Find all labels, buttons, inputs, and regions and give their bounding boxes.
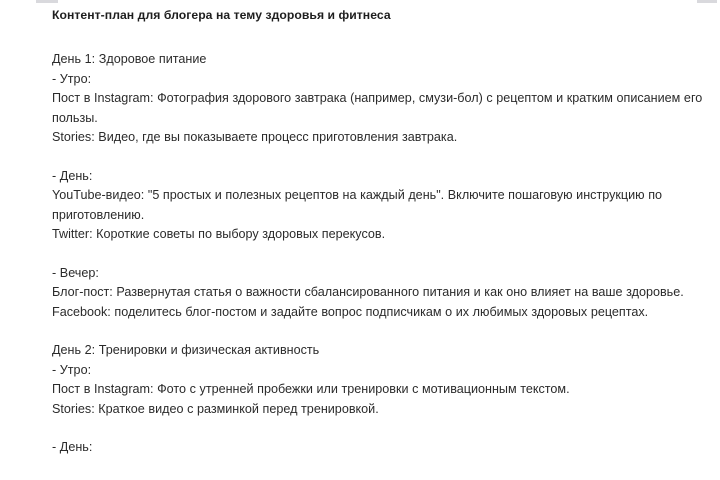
text-line: День 1: Здоровое питание [52, 52, 207, 67]
text-line: Блог-пост: Развернутая статья о важности сбалансированного питания и как оно влияет на ваше здоровье. [52, 285, 684, 300]
text-line: Пост в Instagram: Фото с утренней пробежки или тренировки с мотивационным текстом. [52, 382, 570, 397]
text-line: YouTube-видео: "5 простых и полезных рецептов на каждый день". Включите пошаговую инструкцию по приготовлению. [52, 188, 663, 222]
block-spacer [0, 244, 720, 263]
page-title: Контент-план для блогера на тему здоровья и фитнеса [52, 8, 391, 22]
content-block-day-2-morning [0, 341, 720, 419]
text-line: - Вечер: [52, 265, 99, 280]
text-line: Twitter: Короткие советы по выбору здоровых перекусов. [52, 227, 386, 242]
text-line: - Утро: [52, 71, 92, 86]
block-spacer [0, 322, 720, 341]
text-line: - Утро: [52, 362, 92, 377]
content-block-day-1-evening [0, 264, 720, 322]
text-line: Пост в Instagram: Фотография здорового завтрака (например, смузи-бол) с рецептом и кратким описанием его пользы. [52, 91, 703, 125]
content-block-day-2-daytime [0, 438, 720, 457]
text-line: - День: [52, 168, 93, 183]
content-block-day-1-daytime [0, 167, 720, 245]
title-spacer [0, 25, 720, 50]
text-line: Facebook: поделитесь блог-постом и задайте вопрос подписчикам о их любимых здоровых рецептах. [52, 304, 649, 319]
text-line: Stories: Видео, где вы показываете процесс приготовления завтрака. [52, 130, 458, 145]
content-block-day-1-morning [0, 50, 720, 147]
block-spacer [0, 147, 720, 166]
text-line: - День: [52, 440, 93, 455]
block-spacer [0, 419, 720, 438]
text-line: День 2: Тренировки и физическая активность [52, 343, 320, 358]
text-line: Stories: Краткое видео с разминкой перед тренировкой. [52, 401, 379, 416]
